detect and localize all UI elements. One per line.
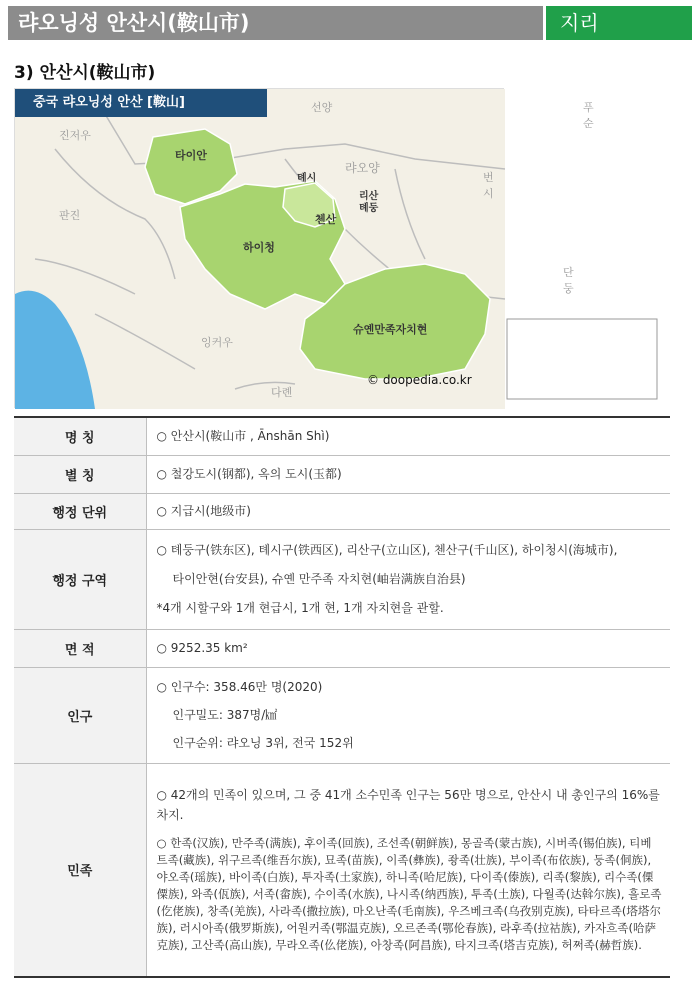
row-area-value: ○ 9252.35 km²	[156, 641, 248, 655]
row-name-label: 명 칭	[14, 417, 146, 455]
row-admin-unit-label: 행정 단위	[14, 493, 146, 529]
map-place-liaoyang: 랴오양	[345, 161, 380, 175]
row-population	[14, 667, 670, 763]
row-alias-label: 별 칭	[14, 455, 146, 493]
row-ethnic-list: ○ 한족(汉族), 만주족(满族), 후이족(回族), 조선족(朝鲜族), 몽골족(蒙古族), 시버족(锡伯族), 티베트족(藏族), 위구르족(维吾尔族), 묘족(苗族), 이족(彝族), 좡족(壮族), 부이족(布依族), 둥족(侗族), 야오족(瑶族), 바이족(白族), 투자족(土家族), 하니족(哈尼族), 다이족(傣族), 리족(黎族), 리수족(傈僳族), 와족(佤族), 서족(畲族), 수이족(水族), 나시족(纳西族), 투족(土族), 다월족(达斡尔族), 흘로족(仡佬族), 창족(羌族), 사라족(撒拉族), 마오난족(毛南族), 우즈베크족(乌孜别克族), 타타르족(塔塔尔族), 러시아족(俄罗斯族), 어원커족(鄂温克族), 오르존족(鄂伦春族), 라후족(拉祜族), 카자흐족(哈萨克族), 고산족(高山族), 무라오족(仫佬族), 아창족(阿昌族), 타지크족(塔吉克族), 허쩌족(赫哲族).	[156, 836, 662, 953]
row-name	[14, 417, 670, 455]
map-place-shenyang: 선양	[311, 101, 333, 114]
row-admin-districts	[14, 529, 670, 629]
map-place-panjin: 판진	[59, 209, 81, 222]
row-ethnic-label: 민족	[14, 763, 146, 977]
row-ethnic	[14, 763, 670, 977]
row-admin-unit-value: ○ 지급시(地级市)	[156, 504, 251, 518]
map-place-yingkou: 잉커우	[201, 336, 233, 349]
row-alias-value: ○ 철강도시(钢都), 옥의 도시(玉都)	[156, 467, 342, 481]
map-place-dandong: 단둥	[563, 266, 574, 295]
map-title-label: 중국 랴오닝성 안산 [鞍山]	[15, 89, 267, 117]
row-population-density: 인구밀도: 387명/㎢	[172, 708, 278, 722]
row-admin-districts-line1: ○ 톄둥구(铁东区), 톄시구(铁西区), 리산구(立山区), 첸산구(千山区), 하이청시(海城市),	[156, 542, 618, 557]
row-admin-districts-line2: 타이안현(台安县), 슈옌 만주족 자치현(岫岩满族自治县)	[172, 571, 466, 586]
map-place-benxi: 번시	[483, 171, 494, 200]
map-district-qianshan: 첸산	[315, 213, 337, 226]
map-district-lishan: 리산	[359, 191, 379, 202]
row-population-label: 인구	[14, 667, 146, 763]
row-admin-unit	[14, 493, 670, 529]
row-ethnic-summary: ○ 42개의 민족이 있으며, 그 중 41개 소수민족 인구는 56만 명으로, 안산시 내 총인구의 16%를 차지.	[156, 788, 660, 823]
map-district-tiedong: 톄둥	[359, 203, 379, 214]
map-district-tiexi: 톄시	[297, 173, 317, 184]
header-title: 랴오닝성 안산시(鞍山市)	[8, 6, 543, 40]
header-tag: 지리	[546, 6, 692, 40]
row-name-value: ○ 안산시(鞍山市 , Ānshān Shì)	[156, 429, 330, 444]
row-admin-districts-label: 행정 구역	[14, 529, 146, 629]
map-credit: © doopedia.co.kr	[367, 373, 472, 387]
row-population-count: ○ 인구수: 358.46만 명(2020)	[156, 680, 323, 694]
row-admin-districts-note: *4개 시할구와 1개 현급시, 1개 현, 1개 자치현을 관할.	[156, 600, 444, 615]
row-population-rank: 인구순위: 랴오닝 3위, 전국 152위	[172, 736, 354, 750]
header-bar	[8, 6, 692, 40]
row-area	[14, 629, 670, 667]
map-district-haicheng: 하이청	[243, 241, 275, 254]
section-title: 3) 안산시(鞍山市)	[14, 63, 156, 83]
map-district-xiuyan: 슈옌만족자치현	[353, 323, 428, 336]
row-area-label: 면 적	[14, 629, 146, 667]
row-alias	[14, 455, 670, 493]
info-table	[14, 416, 670, 978]
map-place-fushun: 푸순	[583, 101, 594, 130]
region-map	[14, 88, 594, 408]
map-place-dalian: 다롄	[271, 386, 293, 399]
map-place-jinzhou: 진저우	[59, 129, 91, 142]
map-district-taian: 타이안	[175, 149, 207, 162]
